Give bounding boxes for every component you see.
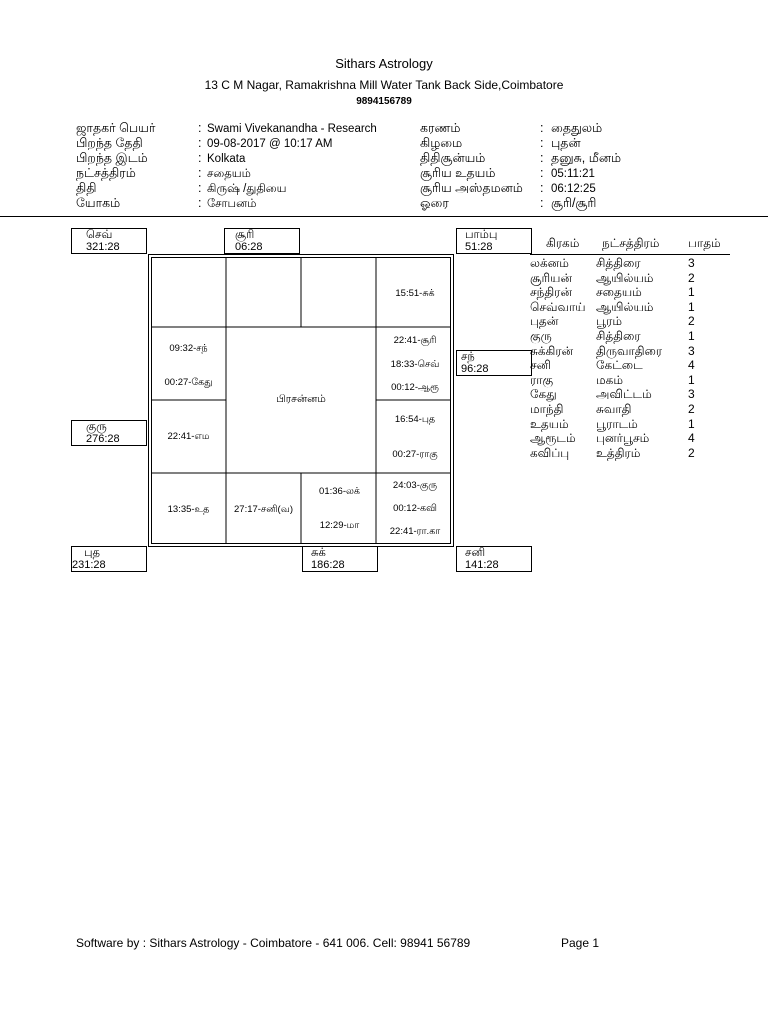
table-cell: 2 — [688, 401, 695, 416]
table-cell: 3 — [688, 387, 695, 402]
table-cell: 1 — [688, 285, 695, 300]
info-label: பிறந்த தேதி — [76, 136, 143, 150]
info-value: தைதுலம் — [551, 121, 603, 135]
table-row — [530, 344, 730, 359]
table-row — [530, 373, 730, 388]
table-cell: 3 — [688, 343, 695, 358]
planet-box-suk — [302, 546, 378, 572]
table-row — [530, 417, 730, 432]
table-cell: 1 — [688, 328, 695, 343]
info-label: கிழமை — [420, 136, 463, 150]
table-header-row — [546, 236, 746, 252]
table-cell: உத்திரம் — [596, 445, 641, 460]
table-cell: 1 — [688, 416, 695, 431]
colon: : — [198, 196, 202, 210]
planet-name: சூரி — [235, 229, 255, 241]
table-cell: கேது — [530, 387, 557, 402]
info-value: தனுசு, மீனம் — [551, 151, 622, 165]
table-cell: திருவாதிரை — [596, 343, 663, 358]
table-cell: லக்னம் — [530, 256, 569, 270]
planet-degree: 321:28 — [86, 241, 120, 253]
table-cell: மாந்தி — [530, 401, 564, 416]
table-row — [530, 314, 730, 329]
header-address: 13 C M Nagar, Ramakrishna Mill Water Tank Back Side,Coimbatore — [204, 78, 564, 92]
footer-software: Software by : Sithars Astrology - Coimbatore - 641 006. Cell: 98941 56789 — [76, 936, 471, 950]
planet-degree: 231:28 — [72, 559, 106, 571]
table-cell: சுவாதி — [596, 401, 632, 416]
table-cell: ஆரூடம் — [530, 431, 576, 446]
table-cell: குரு — [530, 328, 552, 343]
planet-box-sani — [456, 546, 532, 572]
cell-r4c3-line1: 01:36-லக் — [319, 486, 360, 497]
table-cell: உதயம் — [530, 416, 569, 431]
nakshatra-table — [530, 236, 746, 460]
cell-r1c4-line1: 15:51-சுக் — [395, 288, 435, 299]
planet-degree: 276:28 — [86, 433, 120, 445]
info-label: திதி — [76, 181, 97, 195]
header-phone: 9894156789 — [356, 96, 412, 107]
table-row — [530, 285, 730, 300]
table-cell: 2 — [688, 270, 695, 285]
info-label: கரணம் — [420, 121, 461, 135]
info-label: ஓரை — [420, 196, 449, 210]
table-cell: கேட்டை — [596, 358, 643, 373]
planet-name: சனி — [465, 547, 486, 559]
info-value: சோபனம் — [207, 198, 257, 210]
info-value: சதையம் — [207, 168, 251, 180]
cell-r4c2-line1: 27:17-சனி(வ) — [234, 504, 293, 515]
table-row — [530, 329, 730, 344]
colon: : — [540, 151, 544, 165]
info-label: சூரிய அஸ்தமனம் — [420, 181, 523, 195]
info-value: 06:12:25 — [551, 183, 596, 195]
info-value: சூரி/சூரி — [551, 196, 597, 210]
cell-r4c4-line1: 24:03-குரு — [392, 480, 438, 491]
table-row — [530, 271, 730, 286]
planet-degree: 51:28 — [465, 241, 493, 253]
info-value: Swami Vivekanandha - Research — [207, 123, 377, 135]
colon: : — [540, 181, 544, 195]
planet-degree: 06:28 — [235, 241, 263, 253]
colon: : — [540, 166, 544, 180]
table-cell: செவ்வாய் — [530, 299, 586, 314]
cell-r3c4-line1: 16:54-புத — [394, 414, 436, 425]
table-header: நட்சத்திரம் — [602, 236, 660, 250]
info-value: 09-08-2017 @ 10:17 AM — [207, 138, 333, 150]
planet-name: புத — [84, 547, 101, 559]
table-cell: அவிட்டம் — [596, 387, 652, 402]
table-cell: மகம் — [596, 372, 623, 387]
info-value: புதன் — [551, 136, 581, 150]
table-row — [530, 402, 730, 417]
table-cell: 2 — [688, 314, 695, 329]
planet-degree: 141:28 — [465, 559, 499, 571]
info-value: கிருஷ் /துதியை — [207, 183, 287, 195]
table-cell: ஆயில்யம் — [596, 299, 654, 314]
colon: : — [540, 196, 544, 210]
footer-page: Page 1 — [561, 936, 600, 950]
table-cell: பூராடம் — [596, 416, 638, 431]
table-cell: சூரியன் — [530, 270, 573, 285]
colon: : — [198, 181, 202, 195]
cell-r2c1-line2: 00:27-கேது — [164, 377, 213, 388]
info-label: ஜாதகர் பெயர் — [76, 121, 156, 135]
table-row — [530, 387, 730, 402]
planet-box-suri — [224, 228, 300, 254]
planet-name: சுக் — [311, 547, 326, 559]
info-label: சூரிய உதயம் — [420, 166, 496, 180]
table-row — [530, 446, 730, 461]
table-row — [530, 256, 730, 271]
header-title: Sithars Astrology — [335, 56, 433, 71]
table-header: கிரகம் — [546, 236, 580, 250]
table-cell: ஆயில்யம் — [596, 270, 654, 285]
info-label: நட்சத்திரம் — [76, 166, 136, 180]
cell-r3c4-line2: 00:27-ராகு — [392, 449, 438, 460]
table-cell: 1 — [688, 299, 695, 314]
planet-name: சந் — [461, 351, 475, 363]
colon: : — [198, 166, 202, 180]
cell-r4c4-line2: 00:12-கவி — [393, 503, 437, 514]
planet-box-sev — [71, 228, 147, 254]
table-cell: சித்திரை — [596, 256, 641, 270]
colon: : — [198, 121, 202, 135]
colon: : — [198, 151, 202, 165]
table-row — [530, 358, 730, 373]
table-cell: 4 — [688, 358, 695, 373]
cell-r2c4-line1: 22:41-சூரி — [393, 335, 437, 346]
table-cell: புதன் — [530, 314, 559, 329]
cell-r2c4-line3: 00:12-ஆரூ — [391, 382, 439, 393]
table-cell: சனி — [530, 358, 551, 373]
info-label: பிறந்த இடம் — [76, 151, 148, 165]
table-cell: சுக்கிரன் — [530, 343, 574, 358]
planet-degree: 186:28 — [311, 559, 345, 571]
cell-r2c1-line1: 09:32-சந் — [169, 343, 208, 354]
planet-degree: 96:28 — [461, 363, 489, 375]
table-header-rule — [530, 254, 730, 255]
table-row — [530, 300, 730, 315]
cell-r2c4-line2: 18:33-செவ் — [390, 359, 440, 370]
colon: : — [540, 121, 544, 135]
info-value: Kolkata — [207, 153, 246, 165]
colon: : — [198, 136, 202, 150]
table-cell: 3 — [688, 256, 695, 270]
planet-name: பாம்பு — [465, 229, 498, 241]
table-cell: சித்திரை — [596, 328, 641, 343]
table-cell: 4 — [688, 431, 695, 446]
table-cell: சதையம் — [596, 285, 642, 300]
table-cell: 2 — [688, 445, 695, 460]
table-cell: புனர்பூசம் — [596, 431, 650, 446]
planet-box-budha — [71, 546, 147, 572]
table-cell: 1 — [688, 372, 695, 387]
info-value: 05:11:21 — [551, 168, 595, 180]
cell-r3c1-line1: 22:41-எம — [167, 431, 210, 442]
chart-center-label: பிரசன்னம் — [276, 393, 326, 405]
cell-r4c4-line3: 22:41-ரா.கா — [389, 526, 441, 537]
table-cell: பூரம் — [596, 314, 623, 329]
table-body — [530, 256, 730, 460]
info-label: யோகம் — [76, 196, 121, 210]
planet-name: செவ் — [86, 229, 113, 241]
cell-r4c3-line2: 12:29-மா — [319, 520, 360, 531]
planet-name: குரு — [86, 421, 107, 433]
table-cell: கவிப்பு — [530, 445, 570, 460]
colon: : — [540, 136, 544, 150]
table-header: பாதம் — [688, 236, 721, 250]
table-cell: ராகு — [530, 372, 554, 387]
planet-box-san — [456, 350, 532, 376]
separator-line — [0, 216, 768, 217]
planet-box-pambu — [456, 228, 532, 254]
table-row — [530, 431, 730, 446]
cell-r4c1-line1: 13:35-உத — [167, 504, 210, 515]
table-cell: சந்திரன் — [530, 285, 573, 300]
info-label: திதிசூன்யம் — [420, 151, 486, 165]
planet-box-guru — [71, 420, 147, 446]
